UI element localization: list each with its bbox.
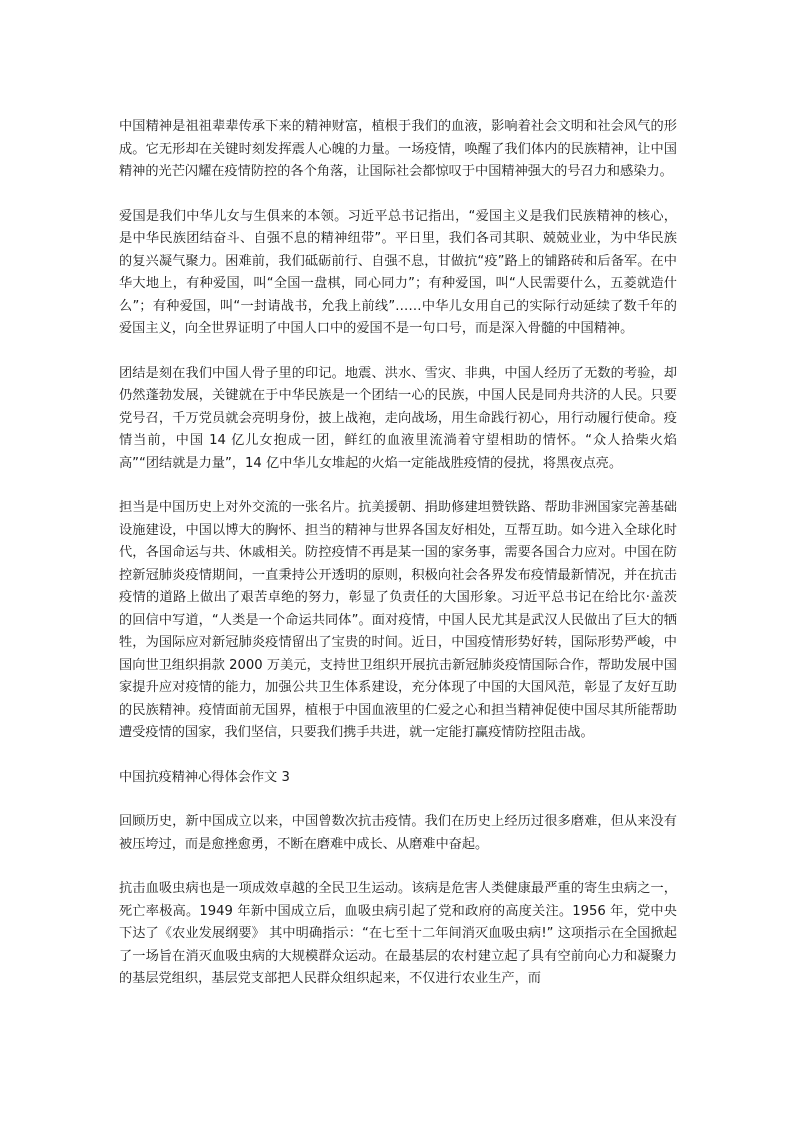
paragraph-responsibility: 担当是中国历史上对外交流的一张名片。抗美援朝、捐助修建坦赞铁路、帮助非洲国家完善基础设施建设，中国以博大的胸怀、担当的精神与世界各国友好相处，互帮互助。如今进入全球化时代，各国命运与共、休戚相关。防控疫情不再是某一国的家务事，需要各国合力应对。中国在防控新冠肺炎疫情期间，一直秉持公开透明的原则，积极向社会各界发布疫情最新情况，并在抗击疫情的道路上做出了艰苦卓绝的努力，彰显了负责任的大国形象。习近平总书记在给比尔·盖茨的回信中写道，“人类是一个命运共同体”。面对疫情，中国人民尤其是武汉人民做出了巨大的牺牲，为国际应对新冠肺炎疫情留出了宝贵的时间。近日，中国疫情形势好转，国际形势严峻，中国向世卫组织捐款 2000 万美元，支持世卫组织开展抗击新冠肺炎疫情国际合作，帮助发展中国家提升应对疫情的能力，加强公共卫生体系建设，充分体现了中国的大国风范，彰显了友好互助的民族精神。疫情面前无国界，植根于中国血液里的仁爱之心和担当精神促使中国尽其所能帮助遭受疫情的国家，我们坚信，只要我们携手共进，就一定能打赢疫情防控阻击战。	[119, 500, 677, 740]
paragraph-unity: 团结是刻在我们中国人骨子里的印记。地震、洪水、雪灾、非典，中国人经历了无数的考验，却仍然蓬勃发展，关键就在于中华民族是一个团结一心的民族，中国人民是同舟共济的人民。只要党号召，千万党员就会亮明身份，披上战袍，走向战场，用生命践行初心，用行动履行使命。疫情当前，中国 14 亿儿女抱成一团，鲜红的血液里流淌着守望相助的情怀。“众人拾柴火焰高”“团结就是力量”，14 亿中华儿女堆起的火焰一定能战胜疫情的侵扰，将黑夜点亮。	[119, 365, 677, 471]
document-body	[119, 116, 677, 1013]
paragraph-history: 回顾历史，新中国成立以来，中国曾数次抗击疫情。我们在历史上经历过很多磨难，但从来没有被压垮过，而是愈挫愈勇，不断在磨难中成长、从磨难中奋起。	[119, 814, 677, 852]
paragraph-chinese-spirit: 中国精神是祖祖辈辈传承下来的精神财富，植根于我们的血液，影响着社会文明和社会风气的形成。它无形却在关键时刻发挥震人心魄的力量。一场疫情，唤醒了我们体内的民族精神，让中国精神的光芒闪耀在疫情防控的各个角落，让国际社会都惊叹于中国精神强大的号召力和感染力。	[119, 119, 677, 179]
section-heading: 中国抗疫精神心得体会作文 3	[119, 769, 290, 785]
paragraph-schistosomiasis: 抗击血吸虫病也是一项成效卓越的全民卫生运动。该病是危害人类健康最严重的寄生虫病之一，死亡率极高。1949 年新中国成立后，血吸虫病引起了党和政府的高度关注。1956 年，党中央下达了《农业发展纲要》 其中明确指示：“在七至十二年间消灭血吸虫病!” 这项指示在全国掀起了一场旨在消灭血吸虫病的大规模群众运动。在最基层的农村建立起了具有空前向心力和凝聚力的基层党组织，基层党支部把人民群众组织起来，不仅进行农业生产，而	[119, 881, 677, 986]
paragraph-patriotism: 爱国是我们中华儿女与生俱来的本领。习近平总书记指出，“爱国主义是我们民族精神的核心，是中华民族团结奋斗、自强不息的精神纽带”。平日里，我们各司其职、兢兢业业，为中华民族的复兴凝气聚力。困难前，我们砥砺前行、自强不息，甘做抗“疫”路上的铺路砖和后备军。在中华大地上，有种爱国，叫“全国一盘棋，同心同力”；有种爱国，叫“人民需要什么，五菱就造什么”；有种爱国，叫“一封请战书，允我上前线”……中华儿女用自己的实际行动延续了数千年的爱国主义，向全世界证明了中国人口中的爱国不是一句口号，而是深入骨髓的中国精神。	[119, 208, 677, 336]
